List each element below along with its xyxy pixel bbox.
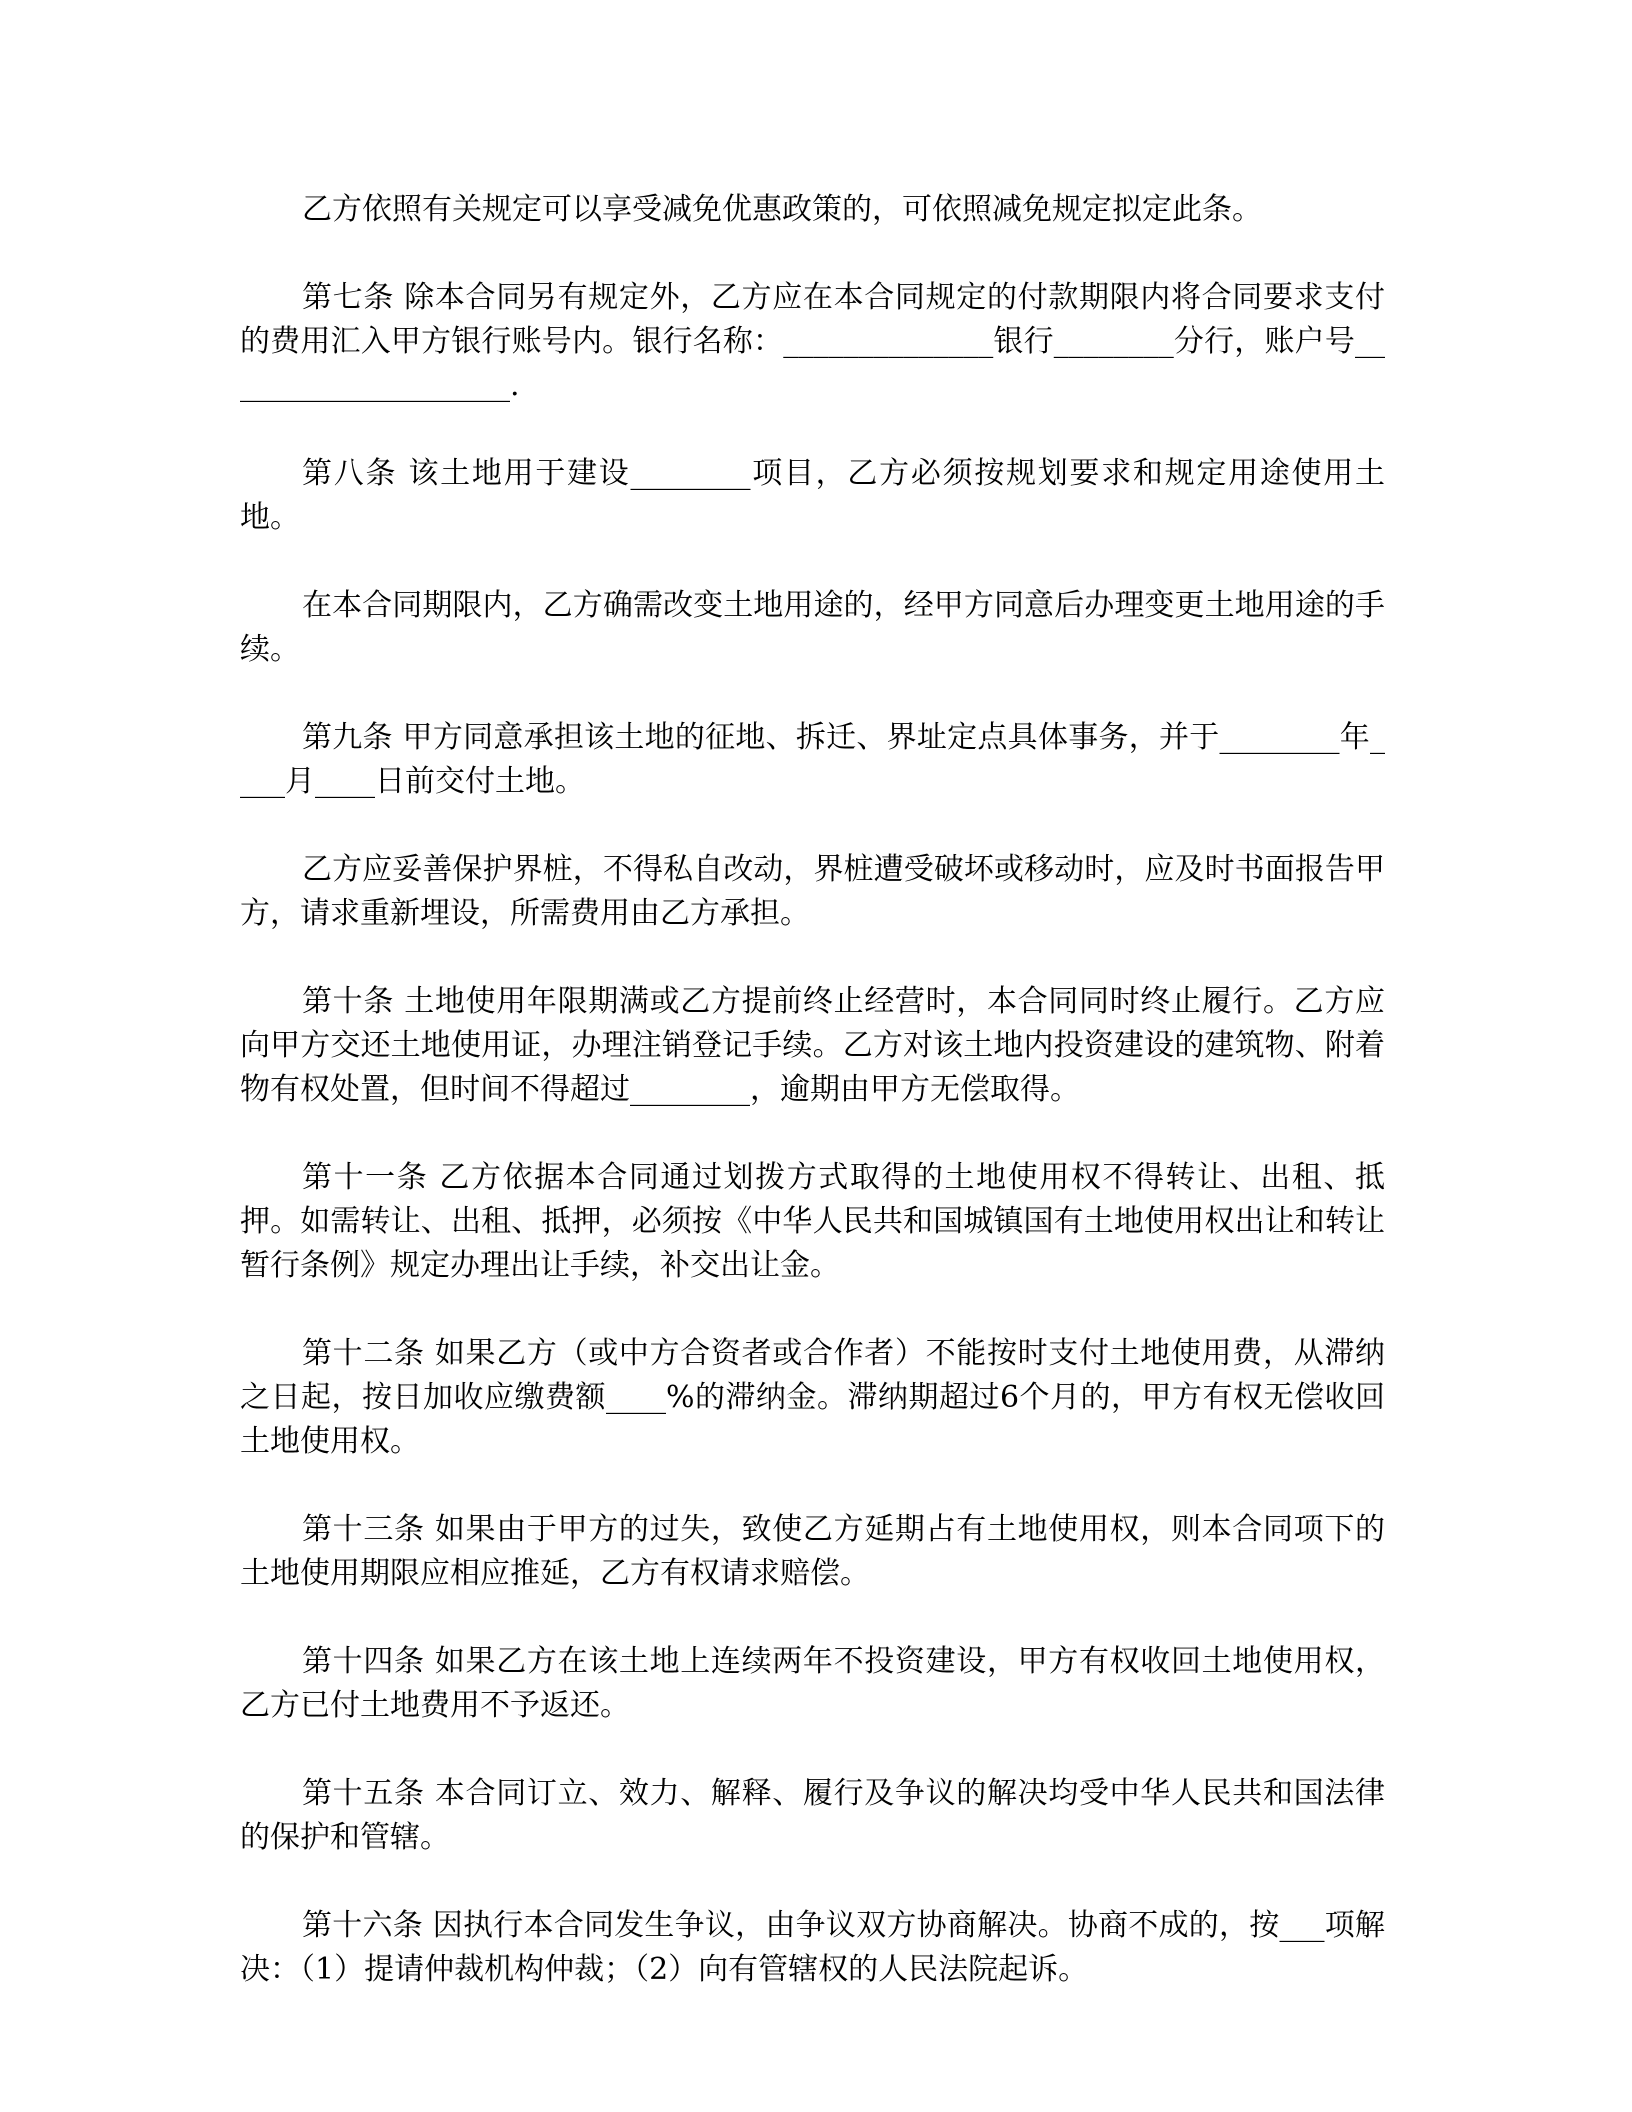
article-16-dispute: 第十六条 因执行本合同发生争议，由争议双方协商解决。协商不成的，按___项解决：（1）提请仲裁机构仲裁；（2）向有管辖权的人民法院起诉。 <box>240 1908 1385 1987</box>
article-9-delivery: 第九条 甲方同意承担该土地的征地、拆迁、界址定点具体事务，并于________年____月____日前交付土地。 <box>240 720 1385 799</box>
article-15-governing-law: 第十五条 本合同订立、效力、解释、履行及争议的解决均受中华人民共和国法律的保护和管辖。 <box>240 1776 1385 1855</box>
article-7-payment: 第七条 除本合同另有规定外，乙方应在本合同规定的付款期限内将合同要求支付的费用汇入甲方银行账号内。银行名称：______________银行________分行，账户号____________________. <box>240 280 1385 403</box>
paragraph-change-land-use: 在本合同期限内，乙方确需改变土地用途的，经甲方同意后办理变更土地用途的手续。 <box>240 588 1385 667</box>
article-12-late-fee: 第十二条 如果乙方（或中方合资者或合作者）不能按时支付土地使用费，从滞纳之日起，按日加收应缴费额____%的滞纳金。滞纳期超过6个月的，甲方有权无偿收回土地使用权。 <box>240 1336 1385 1459</box>
article-14-reclaim: 第十四条 如果乙方在该土地上连续两年不投资建设，甲方有权收回土地使用权，乙方已付土地费用不予返还。 <box>240 1644 1385 1723</box>
article-8-land-use: 第八条 该土地用于建设________项目，乙方必须按规划要求和规定用途使用土地。 <box>240 456 1385 535</box>
document-body <box>240 188 1385 2036</box>
paragraph-boundary-markers: 乙方应妥善保护界桩，不得私自改动，界桩遭受破坏或移动时，应及时书面报告甲方，请求重新埋设，所需费用由乙方承担。 <box>240 852 1385 931</box>
article-11-transfer: 第十一条 乙方依据本合同通过划拨方式取得的土地使用权不得转让、出租、抵押。如需转让、出租、抵押，必须按《中华人民共和国城镇国有土地使用权出让和转让暂行条例》规定办理出让手续，补交出让金。 <box>240 1160 1385 1283</box>
paragraph-reduction-policy: 乙方依照有关规定可以享受减免优惠政策的，可依照减免规定拟定此条。 <box>302 192 1262 227</box>
article-10-termination: 第十条 土地使用年限期满或乙方提前终止经营时，本合同同时终止履行。乙方应向甲方交还土地使用证，办理注销登记手续。乙方对该土地内投资建设的建筑物、附着物有权处置，但时间不得超过________，逾期由甲方无偿取得。 <box>240 984 1385 1107</box>
article-13-compensation: 第十三条 如果由于甲方的过失，致使乙方延期占有土地使用权，则本合同项下的土地使用期限应相应推延，乙方有权请求赔偿。 <box>240 1512 1385 1591</box>
